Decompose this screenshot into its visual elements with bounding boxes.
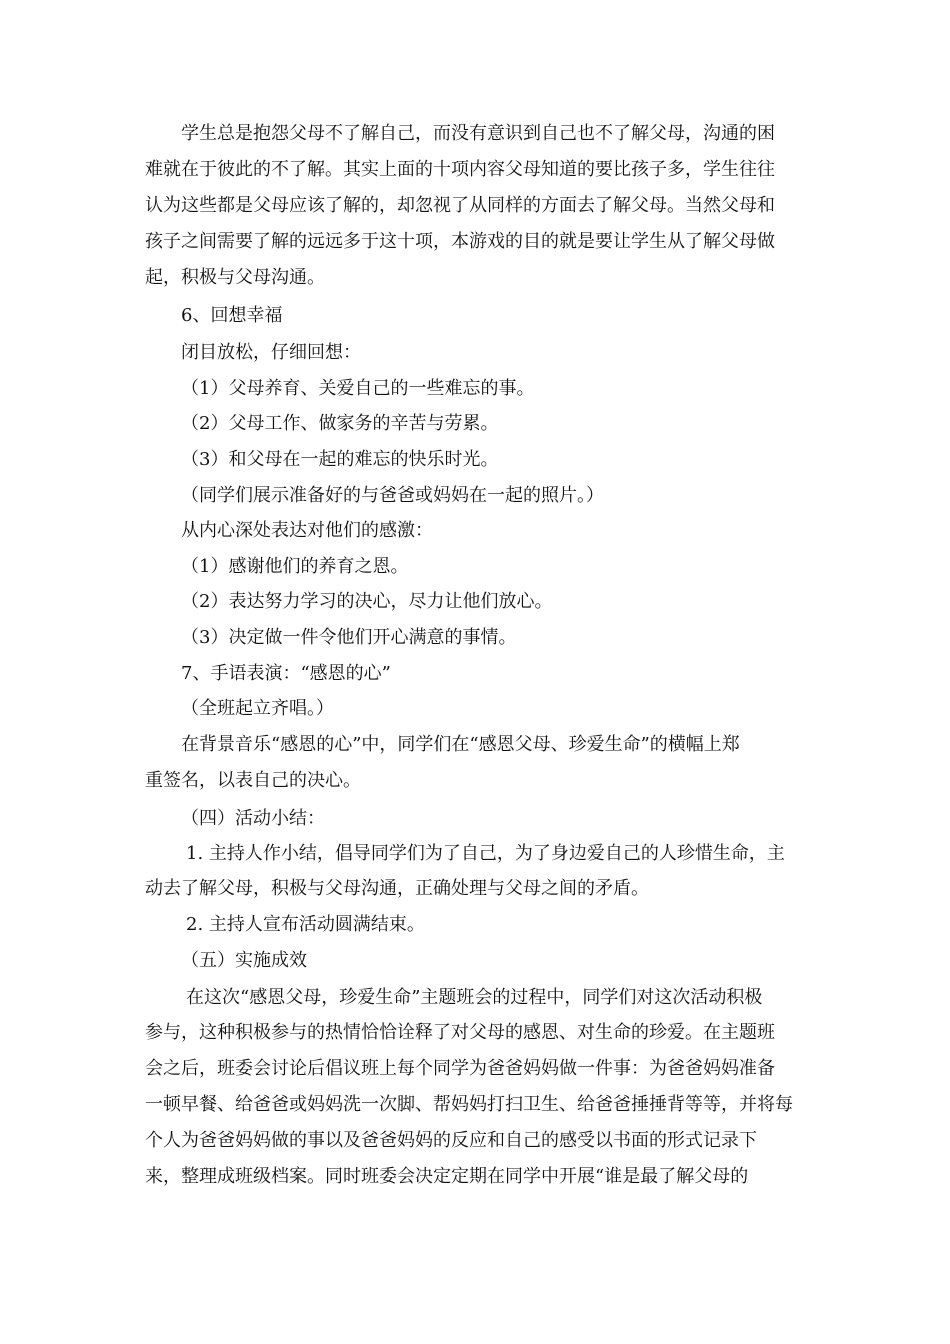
paragraph-line: 动去了解父母，积极与父母沟通，正确处理与父母之间的矛盾。: [145, 878, 649, 899]
paragraph-line: 在这次“感恩父母，珍爱生命”主题班会的过程中，同学们对这次活动积极: [186, 987, 763, 1008]
paragraph-line: 来，整理成班级档案。同时班委会决定定期在同学中开展“谁是最了解父母的: [145, 1166, 749, 1187]
paragraph-line: 孩子之间需要了解的远远多于这十项，本游戏的目的就是要让学生从了解父母做: [145, 231, 775, 252]
paragraph-line: 起，积极与父母沟通。: [145, 267, 325, 288]
paragraph-line: 一顿早餐、给爸爸或妈妈洗一次脚、帮妈妈打扫卫生、给爸爸捶捶背等等，并将每: [145, 1094, 793, 1115]
list-item: （1）父母养育、关爱自己的一些难忘的事。: [181, 378, 535, 399]
paragraph-line: 闭目放松，仔细回想：: [181, 342, 361, 363]
paragraph-line: 从内心深处表达对他们的感激：: [181, 520, 433, 541]
list-item: （2）父母工作、做家务的辛苦与劳累。: [181, 413, 499, 434]
list-item: （2）表达努力学习的决心，尽力让他们放心。: [181, 591, 553, 612]
paragraph-line: （全班起立齐唱。）: [181, 698, 334, 719]
paragraph-line: 个人为爸爸妈妈做的事以及爸爸妈妈的反应和自己的感受以书面的形式记录下: [145, 1130, 757, 1151]
list-item: （3）决定做一件令他们开心满意的事情。: [181, 627, 517, 648]
section-heading: （五）实施成效: [181, 950, 307, 971]
list-item: （1）感谢他们的养育之恩。: [181, 556, 409, 577]
paragraph-line: （同学们展示准备好的与爸爸或妈妈在一起的照片。）: [181, 485, 604, 506]
list-item: （3）和父母在一起的难忘的快乐时光。: [181, 449, 499, 470]
section-heading: 6、回想幸福: [181, 305, 283, 326]
section-heading: 7、手语表演：“感恩的心”: [181, 663, 391, 684]
paragraph-line: 在背景音乐“感恩的心”中，同学们在“感恩父母、珍爱生命”的横幅上郑: [181, 734, 740, 755]
paragraph-line: 参与，这种积极参与的热情恰恰诠释了对父母的感恩、对生命的珍爱。在主题班: [145, 1022, 775, 1043]
paragraph-line: 难就在于彼此的不了解。其实上面的十项内容父母知道的要比孩子多，学生往往: [145, 159, 775, 180]
list-item: 1. 主持人作小结，倡导同学们为了自己，为了身边爱自己的人珍惜生命，主: [186, 843, 785, 864]
section-heading: （四）活动小结：: [181, 808, 325, 829]
list-item: 2. 主持人宣布活动圆满结束。: [186, 914, 425, 935]
paragraph-line: 认为这些都是父母应该了解的，却忽视了从同样的方面去了解父母。当然父母和: [145, 195, 775, 216]
paragraph-line: 重签名，以表自己的决心。: [145, 770, 361, 791]
paragraph-line: 会之后，班委会讨论后倡议班上每个同学为爸爸妈妈做一件事：为爸爸妈妈准备: [145, 1058, 775, 1079]
paragraph-line: 学生总是抱怨父母不了解自己，而没有意识到自己也不了解父母，沟通的困: [181, 123, 775, 144]
